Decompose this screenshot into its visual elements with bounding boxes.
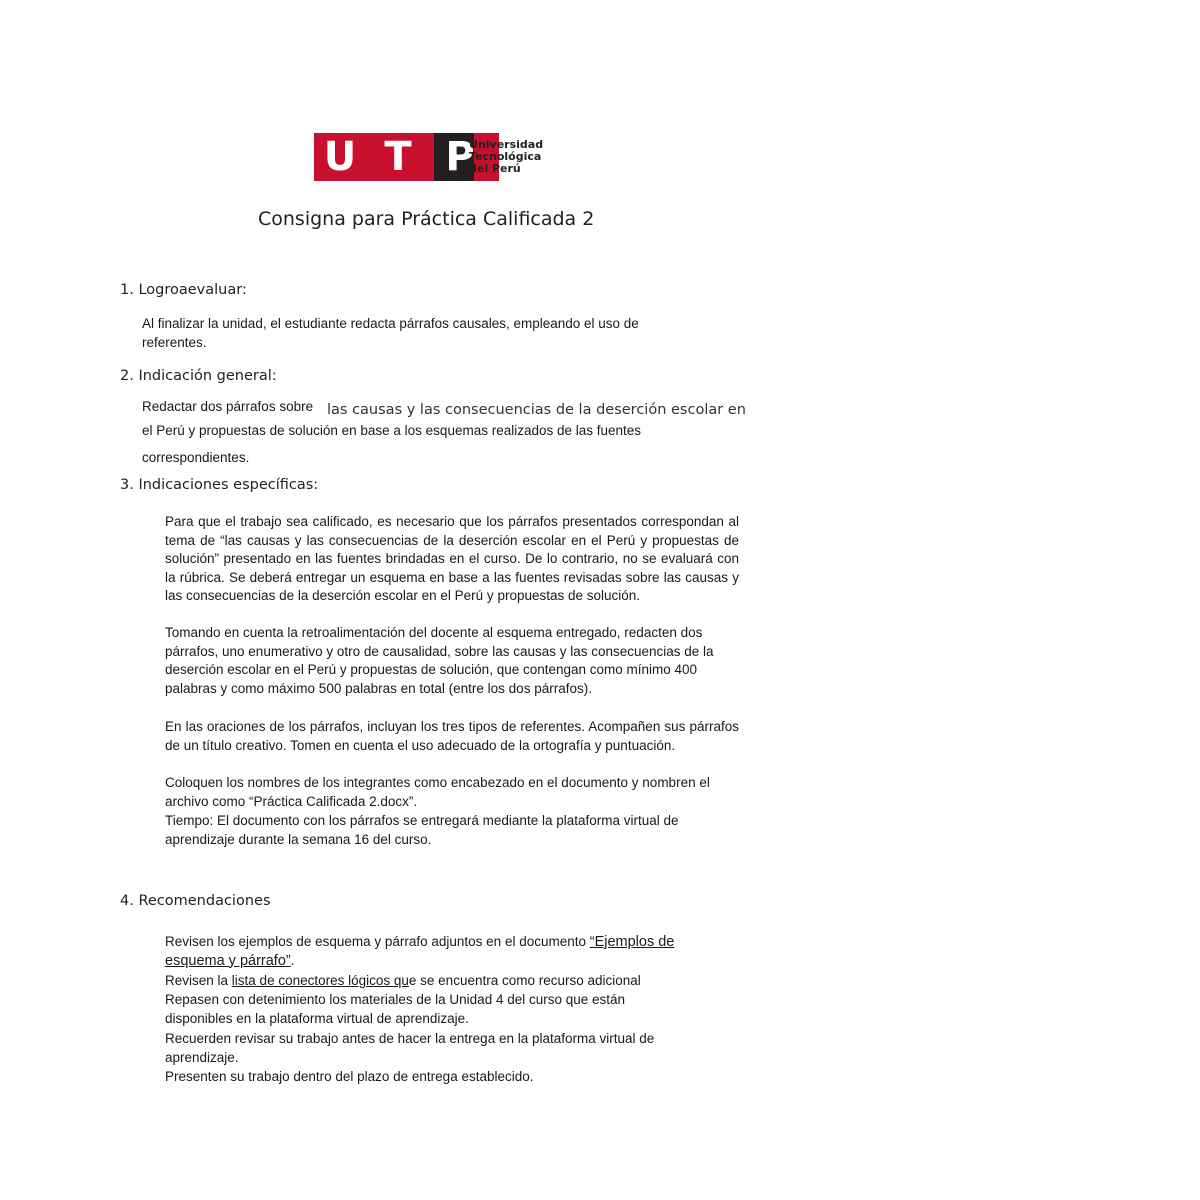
logo-letter-t: T xyxy=(384,134,412,180)
section-3-paragraph-5: Tiempo: El documento con los párrafos se entregará mediante la plataforma virtual de aprendizaje durante la semana 16 del curso. xyxy=(165,813,679,847)
logo-red-block xyxy=(314,133,434,181)
recommendation-4: Recuerden revisar su trabajo antes de hacer la entrega en la plataforma virtual de aprendizaje. xyxy=(165,1031,655,1065)
section-3-paragraph-3: En las oraciones de los párrafos, incluyan los tres tipos de referentes. Acompañen sus párrafos de un título creativo. Tomen en cuenta el uso adecuado de la ortografía y puntuación. xyxy=(165,719,739,753)
page-title: Consigna para Práctica Calificada 2 xyxy=(258,208,595,230)
recommendation-5: Presenten su trabajo dentro del plazo de entrega establecido. xyxy=(165,1069,534,1084)
recommendation-1-text: Revisen los ejemplos de esquema y párrafo adjuntos en el documento xyxy=(165,934,590,949)
recommendation-1 xyxy=(165,933,725,970)
section-3-paragraph-2: Tomando en cuenta la retroalimentación del docente al esquema entregado, redacten dos párrafos, uno enumerativo y otro de causalidad, sobre las causas y las consecuencias de la deserción escolar en el Perú y propuestas de solución, que contengan como mínimo 400 palabras y como máximo 500 palabras en total (entre los dos párrafos). xyxy=(165,625,714,696)
connectors-list-link[interactable]: lista de conectores lógicos qu xyxy=(231,973,409,988)
section-2-heading: 2. Indicación general: xyxy=(120,368,277,384)
section-2-line-4: correspondientes. xyxy=(142,450,250,465)
logo-letter-p: P xyxy=(445,134,475,180)
logo-university-name: Universidad Tecnológica del Perú xyxy=(469,138,544,175)
recommendation-2-text: Revisen la xyxy=(165,973,232,988)
section-2-line-2: las causas y las consecuencias de la deserción escolar en xyxy=(327,402,746,418)
section-3-paragraph-1: Para que el trabajo sea calificado, es necesario que los párrafos presentados correspondan al tema de “las causas y las consecuencias de la deserción escolar en el Perú y propuestas de solución” presentado en las fuentes brindadas en el curso. De lo contrario, no se evaluará con la rúbrica. Se deberá entregar un esquema en base a las fuentes revisadas sobre las causas y las consecuencias de la deserción escolar en el Perú y propuestas de solución. xyxy=(165,514,739,604)
section-3-heading: 3. Indicaciones específicas: xyxy=(120,477,319,493)
section-4-heading: 4. Recomendaciones xyxy=(120,893,271,909)
section-2-line-3: el Perú y propuestas de solución en base a los esquemas realizados de las fuentes xyxy=(142,423,642,438)
recommendation-2-end: e se encuentra como recurso adicional xyxy=(408,973,641,988)
recommendation-1-end: . xyxy=(290,952,295,968)
examples-document-link[interactable]: “Ejemplos de esquema y párrafo” xyxy=(165,934,675,969)
recommendation-3: Repasen con detenimiento los materiales de la Unidad 4 del curso que están disponibles en la plataforma virtual de aprendizaje. xyxy=(165,992,626,1026)
section-1-heading: 1. Logroaevaluar: xyxy=(120,282,247,298)
section-1-body: Al finalizar la unidad, el estudiante redacta párrafos causales, empleando el uso de referentes. xyxy=(142,316,639,350)
recommendation-2 xyxy=(165,972,725,991)
section-3-paragraph-4: Coloquen los nombres de los integrantes como encabezado en el documento y nombren el archivo como “Práctica Calificada 2.docx”. xyxy=(165,775,710,809)
section-2-line-1: Redactar dos párrafos sobre xyxy=(142,399,314,414)
logo-letter-u: U xyxy=(323,134,357,180)
